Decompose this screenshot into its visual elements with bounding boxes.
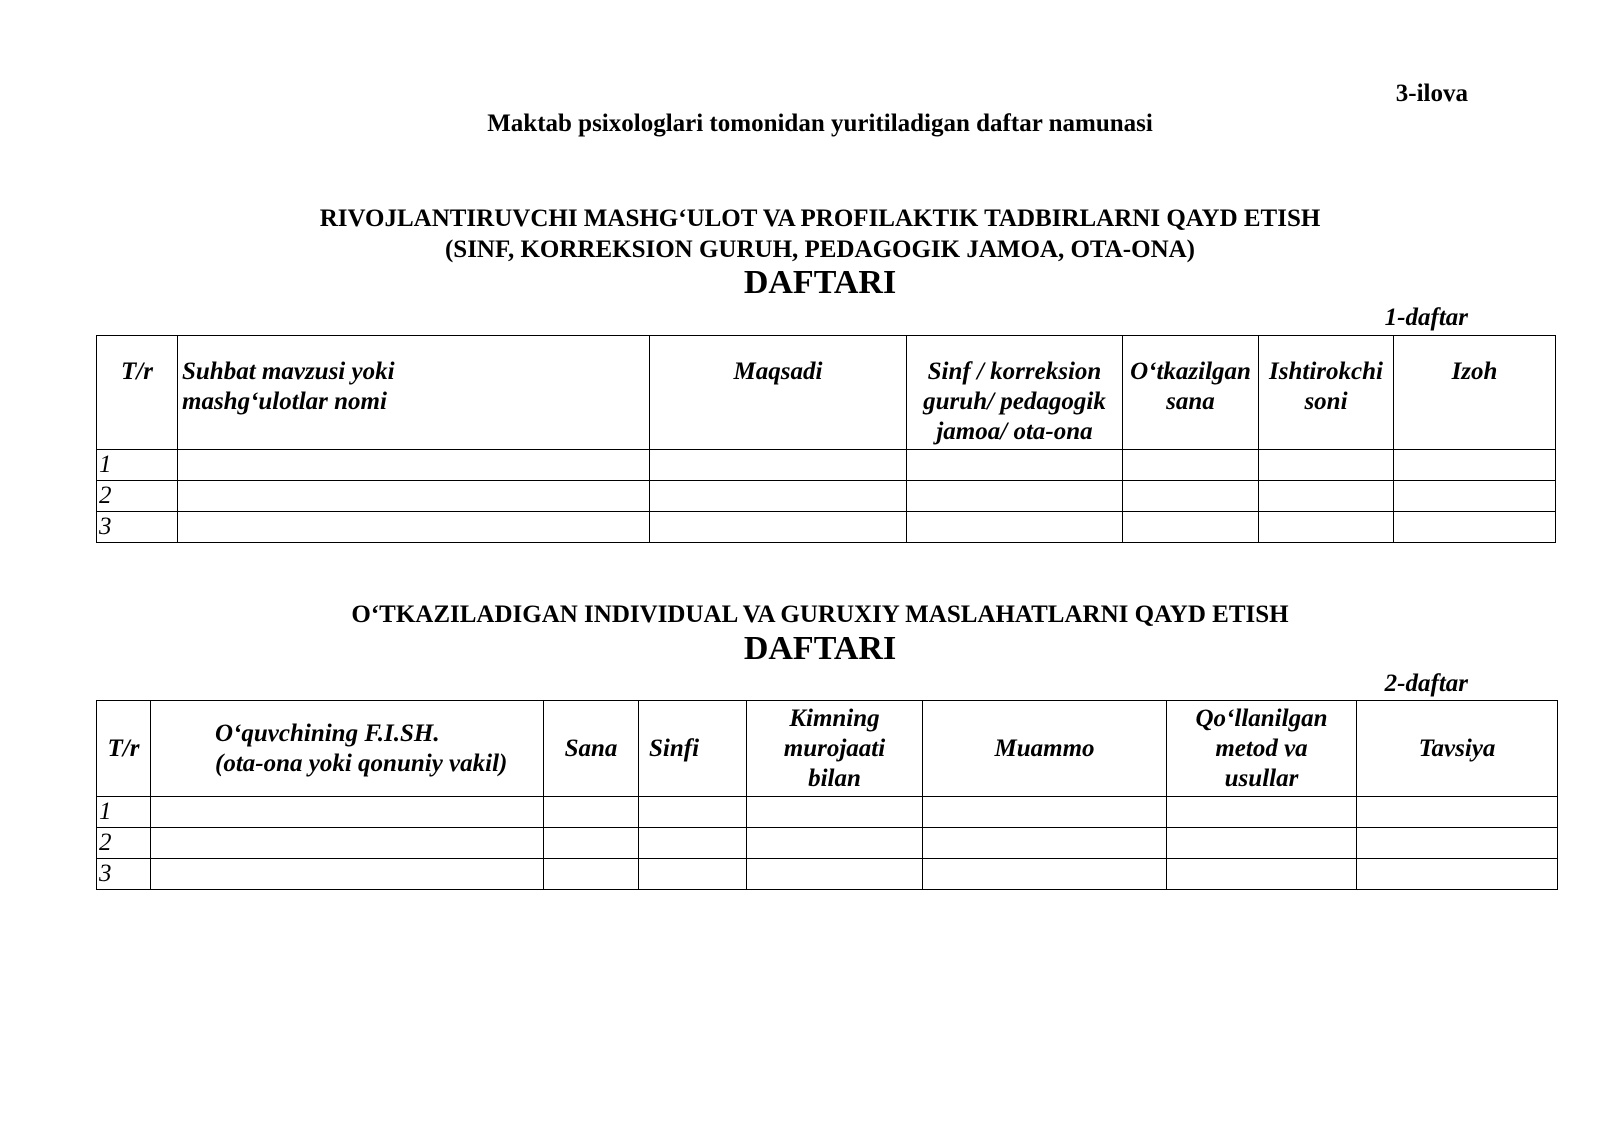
row-number: 2 <box>97 481 178 512</box>
table-cell[interactable] <box>1357 859 1558 890</box>
table-cell[interactable] <box>923 797 1167 828</box>
table-cell[interactable] <box>151 797 544 828</box>
col-header-referral: Kimning murojaati bilan <box>747 701 923 797</box>
col-header-tr: T/r <box>97 701 151 797</box>
table-cell[interactable] <box>639 797 747 828</box>
table-cell[interactable] <box>907 450 1123 481</box>
col-header-date: Sana <box>544 701 639 797</box>
table-cell[interactable] <box>650 481 907 512</box>
section2-book-label: 2-daftar <box>1384 670 1468 697</box>
table-cell[interactable] <box>1123 512 1259 543</box>
table-row <box>97 512 1556 543</box>
col-header-tr: T/r <box>97 336 178 450</box>
table-cell[interactable] <box>1394 481 1556 512</box>
table-cell[interactable] <box>907 512 1123 543</box>
table-cell[interactable] <box>747 859 923 890</box>
table-cell[interactable] <box>178 481 650 512</box>
table-cell[interactable] <box>1167 859 1357 890</box>
table-cell[interactable] <box>1123 481 1259 512</box>
table-cell[interactable] <box>544 797 639 828</box>
table-row <box>97 481 1556 512</box>
table-row <box>97 797 1558 828</box>
table-cell[interactable] <box>1394 450 1556 481</box>
col-header-goal: Maqsadi <box>650 336 907 450</box>
table-row <box>97 828 1558 859</box>
table-cell[interactable] <box>544 828 639 859</box>
table-cell[interactable] <box>747 797 923 828</box>
row-number: 2 <box>97 828 151 859</box>
table-cell[interactable] <box>544 859 639 890</box>
table-cell[interactable] <box>1123 450 1259 481</box>
section2-title-line1: O‘TKAZILADIGAN INDIVIDUAL VA GURUXIY MASLAHATLARNI QAYD ETISH <box>351 601 1289 628</box>
col-header-topic: Suhbat mavzusi yoki mashg‘ulotlar nomi <box>178 336 650 450</box>
col-header-participants: Ishtirokchi soni <box>1259 336 1394 450</box>
section1-daftari-heading: DAFTARI <box>743 264 897 301</box>
table-cell[interactable] <box>907 481 1123 512</box>
col-header-student-name <box>151 701 544 797</box>
table-cell[interactable] <box>1357 797 1558 828</box>
row-number: 3 <box>97 859 151 890</box>
table-cell[interactable] <box>650 450 907 481</box>
register-table-1 <box>96 335 1556 543</box>
section1-book-label: 1-daftar <box>1384 304 1468 331</box>
student-name-label: O‘quvchining F.I.SH. <box>215 719 440 747</box>
col-header-recommendation: Tavsiya <box>1357 701 1558 797</box>
table-cell[interactable] <box>1259 450 1394 481</box>
col-header-date: O‘tkazilgan sana <box>1123 336 1259 450</box>
table-cell[interactable] <box>1167 797 1357 828</box>
table-cell[interactable] <box>1167 828 1357 859</box>
col-header-group: Sinf / korreksion guruh/ pedagogik jamoa/ ota-ona <box>907 336 1123 450</box>
section1-title-line1: RIVOJLANTIRUVCHI MASHG‘ULOT VA PROFILAKTIK TADBIRLARNI QAYD ETISH <box>319 205 1321 232</box>
table-cell[interactable] <box>923 859 1167 890</box>
row-number: 3 <box>97 512 178 543</box>
table-cell[interactable] <box>1357 828 1558 859</box>
row-number: 1 <box>97 450 178 481</box>
document-subtitle: Maktab psixologlari tomonidan yuritiladigan daftar namunasi <box>487 110 1153 137</box>
col-header-methods: Qo‘llanilgan metod va usullar <box>1167 701 1357 797</box>
table-row <box>97 859 1558 890</box>
section2-daftari-heading: DAFTARI <box>743 630 897 667</box>
table-cell[interactable] <box>923 828 1167 859</box>
table-cell[interactable] <box>151 859 544 890</box>
col-header-problem: Muammo <box>923 701 1167 797</box>
appendix-label: 3-ilova <box>1395 80 1468 107</box>
table-cell[interactable] <box>747 828 923 859</box>
col-header-note: Izoh <box>1394 336 1556 450</box>
section1-title-line2: (SINF, KORREKSION GURUH, PEDAGOGIK JAMOA, OTA-ONA) <box>444 236 1196 263</box>
table-cell[interactable] <box>650 512 907 543</box>
table-row <box>97 450 1556 481</box>
table-cell[interactable] <box>639 859 747 890</box>
table-cell[interactable] <box>1259 512 1394 543</box>
col-header-class: Sinfi <box>639 701 747 797</box>
table-cell[interactable] <box>178 450 650 481</box>
table-cell[interactable] <box>1259 481 1394 512</box>
table-cell[interactable] <box>639 828 747 859</box>
table-cell[interactable] <box>178 512 650 543</box>
table-cell[interactable] <box>151 828 544 859</box>
register-table-2 <box>96 700 1558 890</box>
student-name-sublabel: (ota-ona yoki qonuniy vakil) <box>215 749 508 777</box>
row-number: 1 <box>97 797 151 828</box>
table-cell[interactable] <box>1394 512 1556 543</box>
